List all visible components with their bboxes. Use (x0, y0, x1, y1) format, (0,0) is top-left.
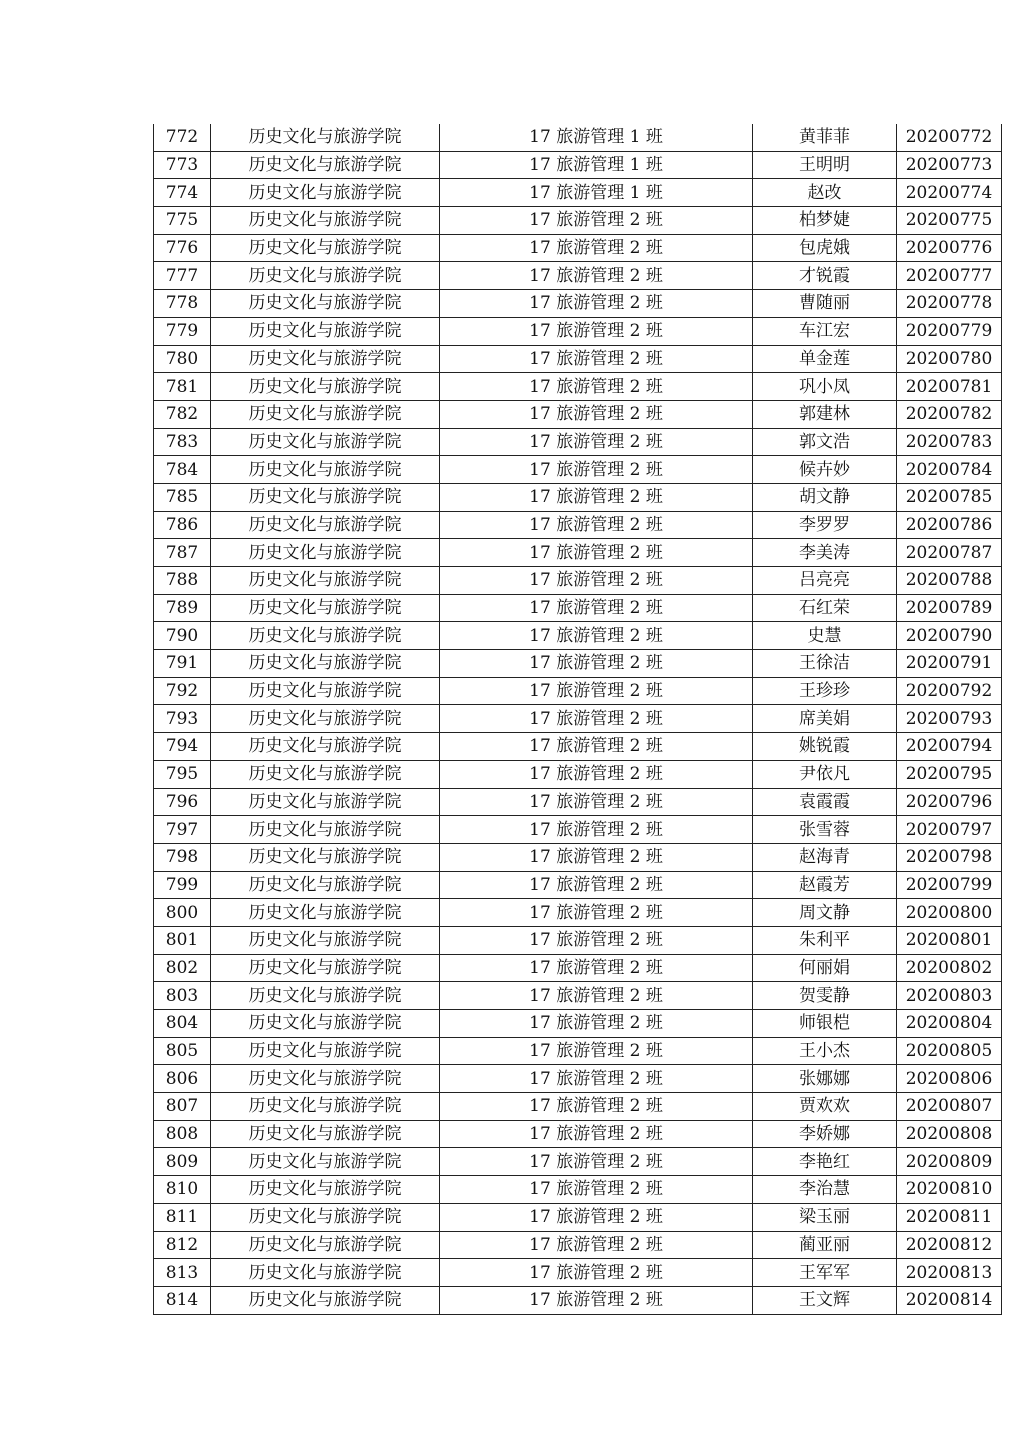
table-row (154, 428, 1002, 456)
row-number-cell: 787 (154, 539, 211, 567)
student-name-cell: 郭建林 (753, 400, 897, 428)
student-id-cell: 20200807 (897, 1093, 1002, 1121)
row-number-cell: 775 (154, 207, 211, 235)
table-row (154, 954, 1002, 982)
student-name-cell: 胡文静 (753, 483, 897, 511)
college-cell: 历史文化与旅游学院 (211, 428, 440, 456)
table-row (154, 926, 1002, 954)
student-name-cell: 朱利平 (753, 926, 897, 954)
student-name-cell: 蔺亚丽 (753, 1231, 897, 1259)
college-cell: 历史文化与旅游学院 (211, 567, 440, 595)
student-id-cell: 20200782 (897, 400, 1002, 428)
row-number-cell: 797 (154, 816, 211, 844)
college-cell: 历史文化与旅游学院 (211, 345, 440, 373)
table-row (154, 843, 1002, 871)
row-number-cell: 794 (154, 733, 211, 761)
class-cell: 17 旅游管理 2 班 (440, 871, 753, 899)
row-number-cell: 806 (154, 1065, 211, 1093)
class-cell: 17 旅游管理 2 班 (440, 1176, 753, 1204)
class-cell: 17 旅游管理 2 班 (440, 1148, 753, 1176)
student-id-cell: 20200791 (897, 650, 1002, 678)
student-name-cell: 赵海青 (753, 843, 897, 871)
college-cell: 历史文化与旅游学院 (211, 816, 440, 844)
table-body (154, 124, 1002, 1314)
college-cell: 历史文化与旅游学院 (211, 400, 440, 428)
student-id-cell: 20200805 (897, 1037, 1002, 1065)
table-row (154, 1176, 1002, 1204)
row-number-cell: 802 (154, 954, 211, 982)
table-row (154, 539, 1002, 567)
college-cell: 历史文化与旅游学院 (211, 124, 440, 151)
row-number-cell: 813 (154, 1259, 211, 1287)
student-id-cell: 20200784 (897, 456, 1002, 484)
college-cell: 历史文化与旅游学院 (211, 760, 440, 788)
row-number-cell: 807 (154, 1093, 211, 1121)
college-cell: 历史文化与旅游学院 (211, 207, 440, 235)
table-row (154, 1231, 1002, 1259)
table-row (154, 483, 1002, 511)
student-id-cell: 20200775 (897, 207, 1002, 235)
college-cell: 历史文化与旅游学院 (211, 290, 440, 318)
row-number-cell: 789 (154, 594, 211, 622)
table-row (154, 677, 1002, 705)
student-name-cell: 巩小凤 (753, 373, 897, 401)
class-cell: 17 旅游管理 1 班 (440, 151, 753, 179)
student-id-cell: 20200799 (897, 871, 1002, 899)
class-cell: 17 旅游管理 2 班 (440, 1286, 753, 1314)
row-number-cell: 778 (154, 290, 211, 318)
class-cell: 17 旅游管理 2 班 (440, 954, 753, 982)
table-row (154, 899, 1002, 927)
row-number-cell: 786 (154, 511, 211, 539)
class-cell: 17 旅游管理 2 班 (440, 622, 753, 650)
college-cell: 历史文化与旅游学院 (211, 677, 440, 705)
table-row (154, 373, 1002, 401)
class-cell: 17 旅游管理 2 班 (440, 1065, 753, 1093)
table-row (154, 345, 1002, 373)
student-name-cell: 贾欢欢 (753, 1093, 897, 1121)
student-id-cell: 20200783 (897, 428, 1002, 456)
student-id-cell: 20200795 (897, 760, 1002, 788)
table-row (154, 124, 1002, 151)
row-number-cell: 793 (154, 705, 211, 733)
student-name-cell: 王军军 (753, 1259, 897, 1287)
table-row (154, 1203, 1002, 1231)
student-id-cell: 20200774 (897, 179, 1002, 207)
college-cell: 历史文化与旅游学院 (211, 1176, 440, 1204)
class-cell: 17 旅游管理 2 班 (440, 483, 753, 511)
class-cell: 17 旅游管理 2 班 (440, 1203, 753, 1231)
student-name-cell: 赵改 (753, 179, 897, 207)
college-cell: 历史文化与旅游学院 (211, 1148, 440, 1176)
student-id-cell: 20200806 (897, 1065, 1002, 1093)
row-number-cell: 803 (154, 982, 211, 1010)
student-name-cell: 候卉妙 (753, 456, 897, 484)
college-cell: 历史文化与旅游学院 (211, 262, 440, 290)
table-row (154, 151, 1002, 179)
table-row (154, 290, 1002, 318)
class-cell: 17 旅游管理 1 班 (440, 124, 753, 151)
class-cell: 17 旅游管理 2 班 (440, 733, 753, 761)
table-row (154, 650, 1002, 678)
student-name-cell: 张雪蓉 (753, 816, 897, 844)
college-cell: 历史文化与旅游学院 (211, 622, 440, 650)
college-cell: 历史文化与旅游学院 (211, 317, 440, 345)
college-cell: 历史文化与旅游学院 (211, 1093, 440, 1121)
class-cell: 17 旅游管理 2 班 (440, 234, 753, 262)
class-cell: 17 旅游管理 2 班 (440, 1120, 753, 1148)
student-id-cell: 20200801 (897, 926, 1002, 954)
student-name-cell: 尹依凡 (753, 760, 897, 788)
student-name-cell: 柏梦婕 (753, 207, 897, 235)
student-name-cell: 王小杰 (753, 1037, 897, 1065)
student-id-cell: 20200797 (897, 816, 1002, 844)
college-cell: 历史文化与旅游学院 (211, 511, 440, 539)
college-cell: 历史文化与旅游学院 (211, 1259, 440, 1287)
class-cell: 17 旅游管理 2 班 (440, 1259, 753, 1287)
student-id-cell: 20200803 (897, 982, 1002, 1010)
row-number-cell: 801 (154, 926, 211, 954)
college-cell: 历史文化与旅游学院 (211, 982, 440, 1010)
student-name-cell: 车江宏 (753, 317, 897, 345)
student-name-cell: 才锐霞 (753, 262, 897, 290)
table-row (154, 1037, 1002, 1065)
student-name-cell: 单金莲 (753, 345, 897, 373)
row-number-cell: 804 (154, 1010, 211, 1038)
student-id-cell: 20200810 (897, 1176, 1002, 1204)
class-cell: 17 旅游管理 2 班 (440, 1231, 753, 1259)
student-id-cell: 20200792 (897, 677, 1002, 705)
class-cell: 17 旅游管理 1 班 (440, 179, 753, 207)
student-id-cell: 20200772 (897, 124, 1002, 151)
table-row (154, 705, 1002, 733)
college-cell: 历史文化与旅游学院 (211, 234, 440, 262)
class-cell: 17 旅游管理 2 班 (440, 650, 753, 678)
student-id-cell: 20200780 (897, 345, 1002, 373)
college-cell: 历史文化与旅游学院 (211, 788, 440, 816)
class-cell: 17 旅游管理 2 班 (440, 1037, 753, 1065)
class-cell: 17 旅游管理 2 班 (440, 1093, 753, 1121)
row-number-cell: 809 (154, 1148, 211, 1176)
row-number-cell: 780 (154, 345, 211, 373)
class-cell: 17 旅游管理 2 班 (440, 788, 753, 816)
class-cell: 17 旅游管理 2 班 (440, 262, 753, 290)
table-row (154, 622, 1002, 650)
student-id-cell: 20200786 (897, 511, 1002, 539)
college-cell: 历史文化与旅游学院 (211, 899, 440, 927)
student-name-cell: 李娇娜 (753, 1120, 897, 1148)
student-name-cell: 史慧 (753, 622, 897, 650)
college-cell: 历史文化与旅游学院 (211, 871, 440, 899)
college-cell: 历史文化与旅游学院 (211, 705, 440, 733)
class-cell: 17 旅游管理 2 班 (440, 317, 753, 345)
table-row (154, 456, 1002, 484)
row-number-cell: 779 (154, 317, 211, 345)
table-row (154, 1093, 1002, 1121)
class-cell: 17 旅游管理 2 班 (440, 816, 753, 844)
class-cell: 17 旅游管理 2 班 (440, 899, 753, 927)
row-number-cell: 772 (154, 124, 211, 151)
table-row (154, 511, 1002, 539)
table-row (154, 982, 1002, 1010)
college-cell: 历史文化与旅游学院 (211, 1010, 440, 1038)
student-id-cell: 20200809 (897, 1148, 1002, 1176)
student-id-cell: 20200804 (897, 1010, 1002, 1038)
student-name-cell: 姚锐霞 (753, 733, 897, 761)
student-name-cell: 何丽娟 (753, 954, 897, 982)
student-id-cell: 20200812 (897, 1231, 1002, 1259)
student-name-cell: 赵霞芳 (753, 871, 897, 899)
table-row (154, 1259, 1002, 1287)
table-row (154, 760, 1002, 788)
student-id-cell: 20200781 (897, 373, 1002, 401)
table-row (154, 1120, 1002, 1148)
row-number-cell: 811 (154, 1203, 211, 1231)
student-name-cell: 张娜娜 (753, 1065, 897, 1093)
college-cell: 历史文化与旅游学院 (211, 1203, 440, 1231)
row-number-cell: 814 (154, 1286, 211, 1314)
row-number-cell: 800 (154, 899, 211, 927)
student-id-cell: 20200785 (897, 483, 1002, 511)
student-name-cell: 李艳红 (753, 1148, 897, 1176)
row-number-cell: 783 (154, 428, 211, 456)
class-cell: 17 旅游管理 2 班 (440, 400, 753, 428)
table-row (154, 1286, 1002, 1314)
student-name-cell: 李罗罗 (753, 511, 897, 539)
student-name-cell: 黄菲菲 (753, 124, 897, 151)
table-row (154, 1148, 1002, 1176)
college-cell: 历史文化与旅游学院 (211, 456, 440, 484)
college-cell: 历史文化与旅游学院 (211, 843, 440, 871)
student-id-cell: 20200796 (897, 788, 1002, 816)
student-name-cell: 曹随丽 (753, 290, 897, 318)
student-id-cell: 20200794 (897, 733, 1002, 761)
college-cell: 历史文化与旅游学院 (211, 1231, 440, 1259)
table-row (154, 871, 1002, 899)
class-cell: 17 旅游管理 2 班 (440, 705, 753, 733)
table-row (154, 733, 1002, 761)
student-id-cell: 20200777 (897, 262, 1002, 290)
college-cell: 历史文化与旅游学院 (211, 151, 440, 179)
student-name-cell: 周文静 (753, 899, 897, 927)
student-name-cell: 王徐洁 (753, 650, 897, 678)
college-cell: 历史文化与旅游学院 (211, 1286, 440, 1314)
college-cell: 历史文化与旅游学院 (211, 954, 440, 982)
college-cell: 历史文化与旅游学院 (211, 373, 440, 401)
student-name-cell: 王珍珍 (753, 677, 897, 705)
college-cell: 历史文化与旅游学院 (211, 1037, 440, 1065)
table-row (154, 816, 1002, 844)
student-list-table (153, 124, 1002, 1315)
row-number-cell: 781 (154, 373, 211, 401)
row-number-cell: 776 (154, 234, 211, 262)
student-id-cell: 20200779 (897, 317, 1002, 345)
table-row (154, 1065, 1002, 1093)
table-row (154, 788, 1002, 816)
student-name-cell: 贺雯静 (753, 982, 897, 1010)
row-number-cell: 774 (154, 179, 211, 207)
class-cell: 17 旅游管理 2 班 (440, 511, 753, 539)
class-cell: 17 旅游管理 2 班 (440, 345, 753, 373)
student-id-cell: 20200788 (897, 567, 1002, 595)
class-cell: 17 旅游管理 2 班 (440, 843, 753, 871)
table-row (154, 567, 1002, 595)
table-row (154, 234, 1002, 262)
student-id-cell: 20200776 (897, 234, 1002, 262)
student-id-cell: 20200802 (897, 954, 1002, 982)
table-row (154, 400, 1002, 428)
student-name-cell: 李美涛 (753, 539, 897, 567)
student-name-cell: 李治慧 (753, 1176, 897, 1204)
table-row (154, 179, 1002, 207)
row-number-cell: 810 (154, 1176, 211, 1204)
student-id-cell: 20200787 (897, 539, 1002, 567)
table-row (154, 262, 1002, 290)
student-id-cell: 20200808 (897, 1120, 1002, 1148)
row-number-cell: 795 (154, 760, 211, 788)
student-id-cell: 20200813 (897, 1259, 1002, 1287)
class-cell: 17 旅游管理 2 班 (440, 982, 753, 1010)
student-id-cell: 20200773 (897, 151, 1002, 179)
table-row (154, 594, 1002, 622)
student-id-cell: 20200790 (897, 622, 1002, 650)
class-cell: 17 旅游管理 2 班 (440, 677, 753, 705)
row-number-cell: 805 (154, 1037, 211, 1065)
student-id-cell: 20200811 (897, 1203, 1002, 1231)
college-cell: 历史文化与旅游学院 (211, 483, 440, 511)
student-name-cell: 王明明 (753, 151, 897, 179)
student-id-cell: 20200798 (897, 843, 1002, 871)
college-cell: 历史文化与旅游学院 (211, 179, 440, 207)
class-cell: 17 旅游管理 2 班 (440, 926, 753, 954)
college-cell: 历史文化与旅游学院 (211, 926, 440, 954)
student-name-cell: 石红荣 (753, 594, 897, 622)
class-cell: 17 旅游管理 2 班 (440, 456, 753, 484)
row-number-cell: 812 (154, 1231, 211, 1259)
class-cell: 17 旅游管理 2 班 (440, 290, 753, 318)
college-cell: 历史文化与旅游学院 (211, 1065, 440, 1093)
class-cell: 17 旅游管理 2 班 (440, 760, 753, 788)
class-cell: 17 旅游管理 2 班 (440, 373, 753, 401)
class-cell: 17 旅游管理 2 班 (440, 539, 753, 567)
student-id-cell: 20200800 (897, 899, 1002, 927)
student-id-cell: 20200793 (897, 705, 1002, 733)
student-name-cell: 梁玉丽 (753, 1203, 897, 1231)
class-cell: 17 旅游管理 2 班 (440, 1010, 753, 1038)
student-id-cell: 20200789 (897, 594, 1002, 622)
row-number-cell: 784 (154, 456, 211, 484)
college-cell: 历史文化与旅游学院 (211, 1120, 440, 1148)
row-number-cell: 777 (154, 262, 211, 290)
student-name-cell: 席美娟 (753, 705, 897, 733)
student-name-cell: 吕亮亮 (753, 567, 897, 595)
row-number-cell: 788 (154, 567, 211, 595)
student-name-cell: 袁霞霞 (753, 788, 897, 816)
table-row (154, 207, 1002, 235)
row-number-cell: 799 (154, 871, 211, 899)
student-name-cell: 师银桤 (753, 1010, 897, 1038)
table-row (154, 1010, 1002, 1038)
row-number-cell: 798 (154, 843, 211, 871)
table-row (154, 317, 1002, 345)
college-cell: 历史文化与旅游学院 (211, 539, 440, 567)
class-cell: 17 旅游管理 2 班 (440, 567, 753, 595)
college-cell: 历史文化与旅游学院 (211, 594, 440, 622)
student-name-cell: 包虎娥 (753, 234, 897, 262)
college-cell: 历史文化与旅游学院 (211, 650, 440, 678)
row-number-cell: 782 (154, 400, 211, 428)
class-cell: 17 旅游管理 2 班 (440, 594, 753, 622)
student-name-cell: 郭文浩 (753, 428, 897, 456)
college-cell: 历史文化与旅游学院 (211, 733, 440, 761)
row-number-cell: 773 (154, 151, 211, 179)
class-cell: 17 旅游管理 2 班 (440, 207, 753, 235)
row-number-cell: 790 (154, 622, 211, 650)
class-cell: 17 旅游管理 2 班 (440, 428, 753, 456)
student-id-cell: 20200814 (897, 1286, 1002, 1314)
row-number-cell: 796 (154, 788, 211, 816)
row-number-cell: 785 (154, 483, 211, 511)
row-number-cell: 792 (154, 677, 211, 705)
student-id-cell: 20200778 (897, 290, 1002, 318)
student-name-cell: 王文辉 (753, 1286, 897, 1314)
row-number-cell: 808 (154, 1120, 211, 1148)
row-number-cell: 791 (154, 650, 211, 678)
